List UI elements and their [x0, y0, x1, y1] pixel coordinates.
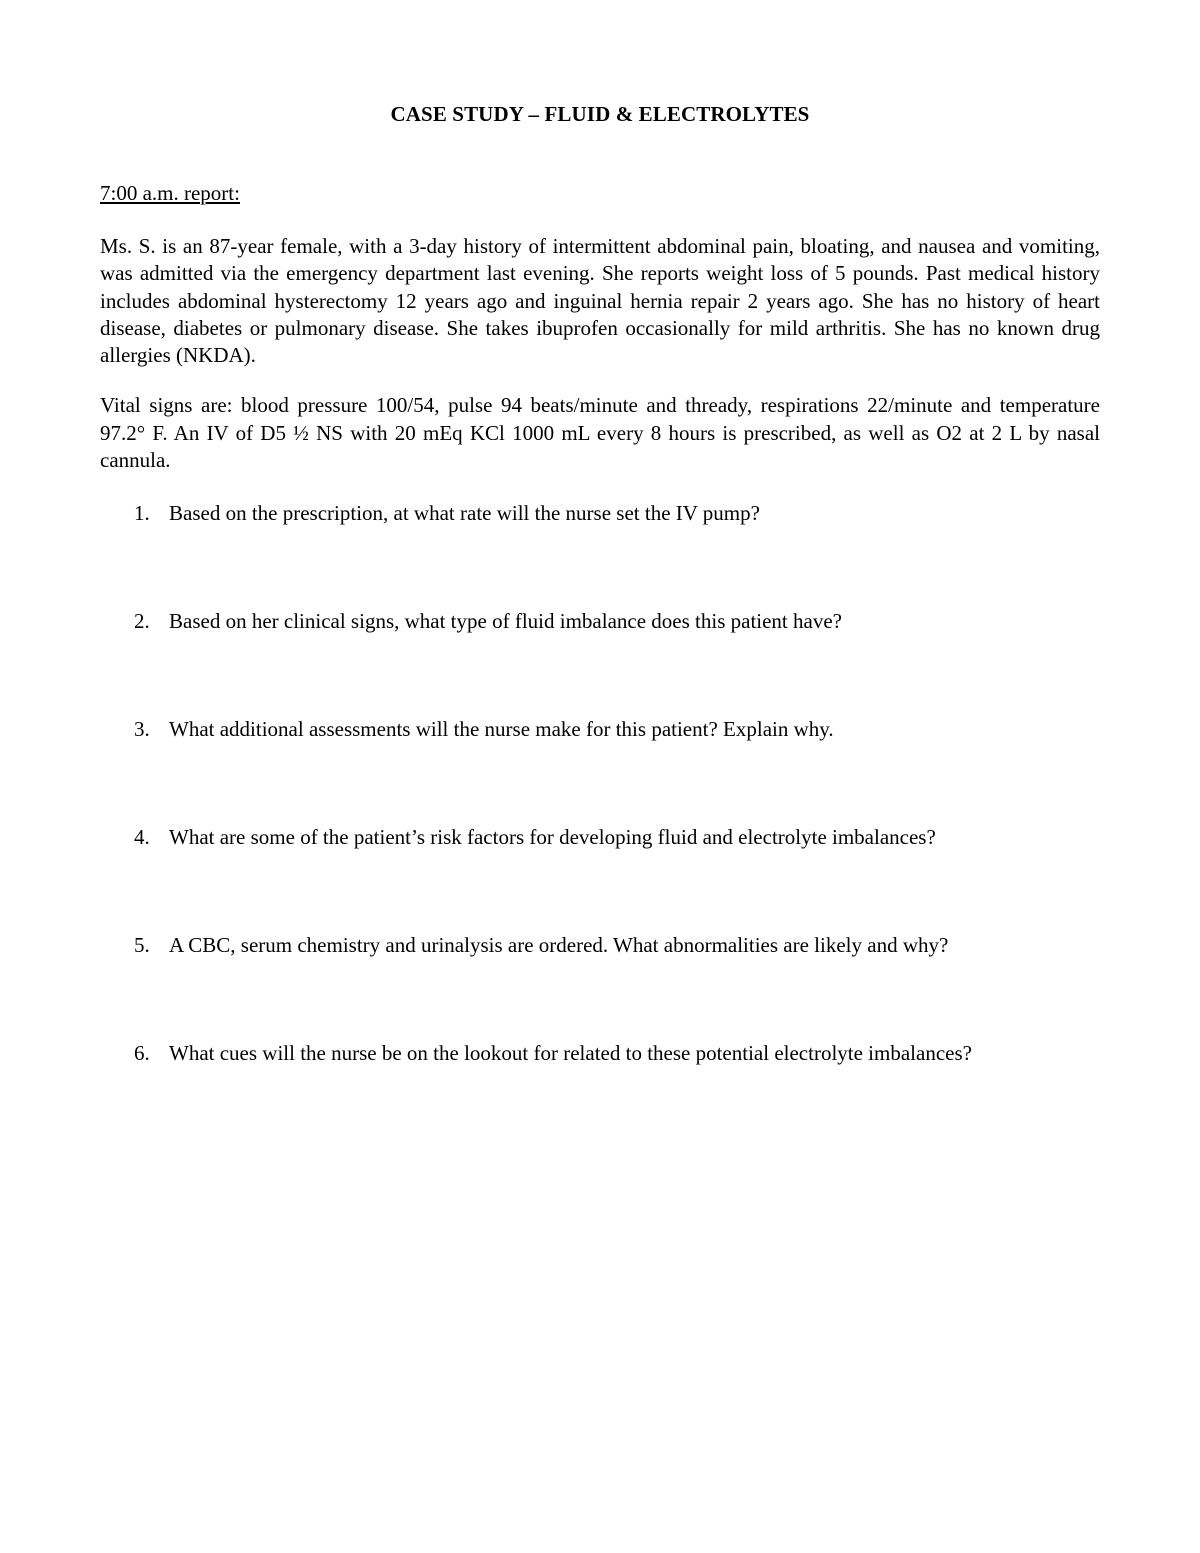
question-number: 1. — [134, 501, 150, 526]
question-text: Based on the prescription, at what rate will the nurse set the IV pump? — [169, 501, 760, 526]
patient-history-paragraph: Ms. S. is an 87-year female, with a 3-day history of intermittent abdominal pain, bloating, and nausea and vomiting, was admitted via the emergency department last evening. She reports weight loss of 5 pounds. Past medical history includes abdominal hysterectomy 12 years ago and inguinal hernia repair 2 years ago. She has no history of heart disease, diabetes or pulmonary disease. She takes ibuprofen occasionally for mild arthritis. She has no known drug allergies (NKDA). — [100, 234, 1100, 368]
question-list — [100, 500, 1100, 1067]
question-text: What cues will the nurse be on the lookout for related to these potential electrolyte imbalances? — [169, 1041, 972, 1066]
report-label: 7:00 a.m. report: — [100, 181, 240, 205]
question-number: 6. — [134, 1041, 150, 1066]
document-title: CASE STUDY – FLUID & ELECTROLYTES — [390, 102, 810, 126]
question-number: 5. — [134, 933, 150, 958]
question-item — [100, 1040, 1100, 1067]
question-item — [100, 608, 1100, 635]
question-number: 3. — [134, 717, 150, 742]
question-number: 4. — [134, 825, 150, 850]
question-item — [100, 824, 1100, 851]
document-content — [100, 98, 1100, 1148]
question-item — [100, 932, 1100, 959]
question-item — [100, 500, 1100, 527]
question-text: What additional assessments will the nurse make for this patient? Explain why. — [169, 717, 834, 742]
question-number: 2. — [134, 609, 150, 634]
question-text: Based on her clinical signs, what type of fluid imbalance does this patient have? — [169, 609, 842, 634]
vital-signs-paragraph: Vital signs are: blood pressure 100/54, pulse 94 beats/minute and thready, respirations 22/minute and temperature 97.2° F. An IV of D5 ½ NS with 20 mEq KCl 1000 mL every 8 hours is prescribed, as well as O2 at 2 L by nasal cannula. — [100, 393, 1100, 473]
question-text: A CBC, serum chemistry and urinalysis are ordered. What abnormalities are likely and why? — [169, 933, 949, 958]
question-text: What are some of the patient’s risk factors for developing fluid and electrolyte imbalances? — [169, 825, 936, 850]
question-item — [100, 716, 1100, 743]
